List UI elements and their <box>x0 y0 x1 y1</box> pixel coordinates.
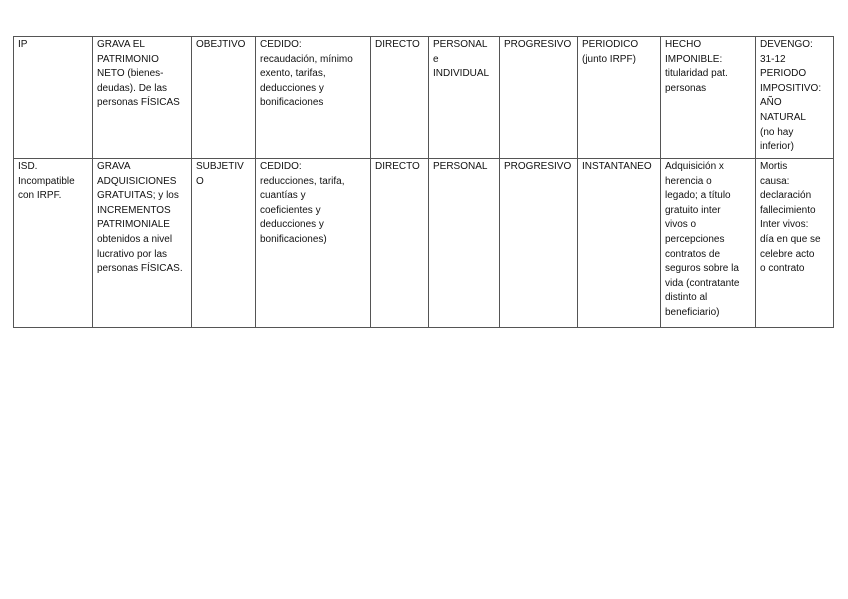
cell-personal: PERSONAL <box>429 159 500 328</box>
cell-accrual: DEVENGO: 31-12 PERIODO IMPOSITIVO: AÑO NATURAL (no hay inferior) <box>756 37 834 159</box>
cell-progressive: PROGRESIVO <box>500 159 578 328</box>
table-row-isd <box>14 159 834 328</box>
tax-comparison-table <box>13 36 834 328</box>
cell-nature: OBEJTIVO <box>192 37 256 159</box>
cell-tax-name: IP <box>14 37 93 159</box>
cell-tax-name: ISD. Incompatible con IRPF. <box>14 159 93 328</box>
table-row-ip <box>14 37 834 159</box>
cell-ceded: CEDIDO: recaudación, mínimo exento, tarifas, deducciones y bonificaciones <box>256 37 371 159</box>
cell-progressive: PROGRESIVO <box>500 37 578 159</box>
cell-nature: SUBJETIVO <box>192 159 256 328</box>
cell-periodicity: INSTANTANEO <box>578 159 661 328</box>
cell-direct: DIRECTO <box>371 37 429 159</box>
cell-accrual: Mortis causa: declaración fallecimiento Inter vivos: día en que se celebre acto o contrato <box>756 159 834 328</box>
cell-taxable-event: HECHO IMPONIBLE: titularidad pat. personas <box>661 37 756 159</box>
cell-personal: PERSONAL e INDIVIDUAL <box>429 37 500 159</box>
cell-periodicity: PERIODICO (junto IRPF) <box>578 37 661 159</box>
cell-taxable-event: Adquisición x herencia o legado; a título gratuito inter vivos o percepciones contratos de seguros sobre la vida (contratante distinto al beneficiario) <box>661 159 756 328</box>
cell-object: GRAVA ADQUISICIONES GRATUITAS; y los INCREMENTOS PATRIMONIALE obtenidos a nivel lucrativo por las personas FÍSICAS. <box>93 159 192 328</box>
cell-ceded: CEDIDO: reducciones, tarifa, cuantías y coeficientes y deducciones y bonificaciones) <box>256 159 371 328</box>
cell-object: GRAVA EL PATRIMONIO NETO (bienes- deudas). De las personas FÍSICAS <box>93 37 192 159</box>
cell-direct: DIRECTO <box>371 159 429 328</box>
